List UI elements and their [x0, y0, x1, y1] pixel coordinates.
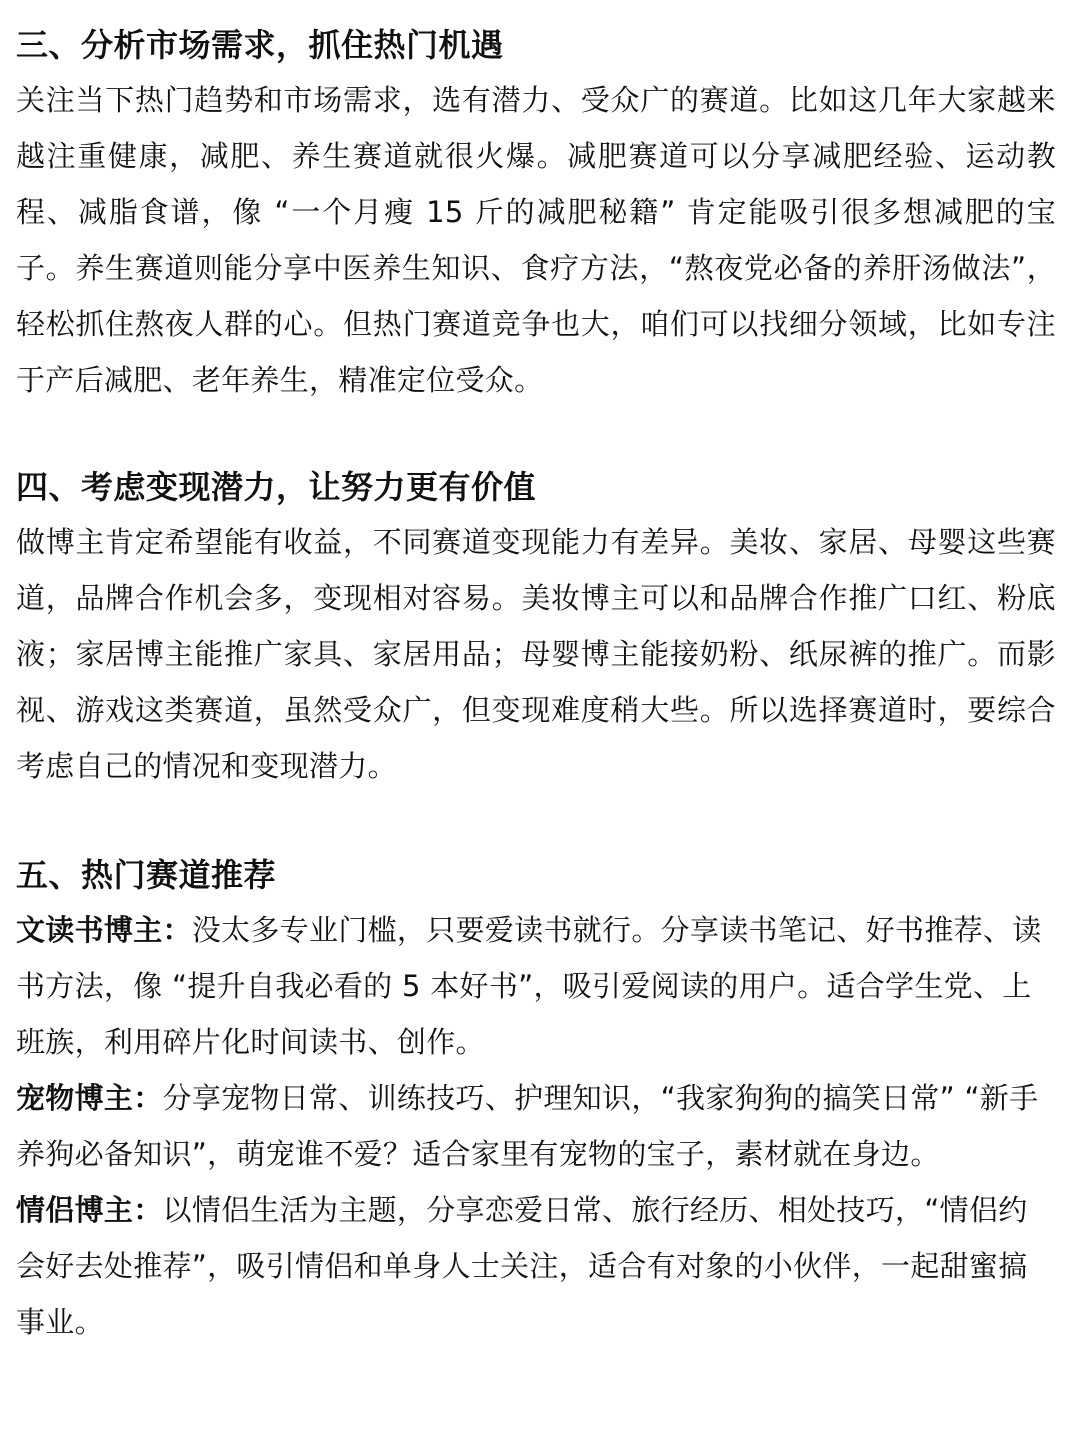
- section-paragraph: 关注当下热门趋势和市场需求，选有潜力、受众广的赛道。比如这几年大家越来越注重健康，减肥、养生赛道就很火爆。减肥赛道可以分享减肥经验、运动教程、减脂食谱，像 “一个月瘦 15 斤的减肥秘籍” 肯定能吸引很多想减肥的宝子。养生赛道则能分享中医养生知识、食疗方法，“熬夜党必备的养肝汤做法”，轻松抓住熬夜人群的心。但热门赛道竞争也大，咱们可以找细分领域，比如专注于产后减肥、老年养生，精准定位受众。: [16, 83, 1056, 397]
- section-market-demand: [16, 18, 1056, 408]
- section-paragraph: 做博主肯定希望能有收益，不同赛道变现能力有差异。美妆、家居、母婴这些赛道，品牌合作机会多，变现相对容易。美妆博主可以和品牌合作推广口红、粉底液；家居博主能推广家具、家居用品；母婴博主能接奶粉、纸尿裤的推广。而影视、游戏这类赛道，虽然受众广，但变现难度稍大些。所以选择赛道时，要综合考虑自己的情况和变现潜力。: [16, 525, 1056, 783]
- section-title: 三、分析市场需求，抓住热门机遇: [16, 26, 504, 64]
- section-spacer: [16, 794, 1056, 848]
- list-item: [16, 902, 1056, 1070]
- section-spacer: [16, 408, 1056, 460]
- item-text: 没太多专业门槛，只要爱读书就行。分享读书笔记、好书推荐、读书方法，像 “提升自我必看的 5 本好书”，吸引爱阅读的用户。适合学生党、上班族，利用碎片化时间读书、创作。: [16, 913, 1042, 1059]
- section-monetization: [16, 460, 1056, 794]
- section-title: 五、热门赛道推荐: [16, 856, 277, 894]
- item-label: 情侣博主：: [16, 1193, 163, 1227]
- section-title: 四、考虑变现潜力，让努力更有价值: [16, 468, 537, 506]
- item-text: 以情侣生活为主题，分享恋爱日常、旅行经历、相处技巧，“情侣约会好去处推荐”，吸引情侣和单身人士关注，适合有对象的小伙伴，一起甜蜜搞事业。: [16, 1193, 1028, 1339]
- item-label: 文读书博主：: [16, 913, 192, 947]
- list-item: [16, 1182, 1056, 1350]
- item-label: 宠物博主：: [16, 1081, 163, 1115]
- item-text: 分享宠物日常、训练技巧、护理知识，“我家狗狗的搞笑日常” “新手养狗必备知识”，萌宠谁不爱？适合家里有宠物的宝子，素材就在身边。: [16, 1081, 1039, 1171]
- section-recommendations: [16, 848, 1056, 1350]
- list-item: [16, 1070, 1056, 1182]
